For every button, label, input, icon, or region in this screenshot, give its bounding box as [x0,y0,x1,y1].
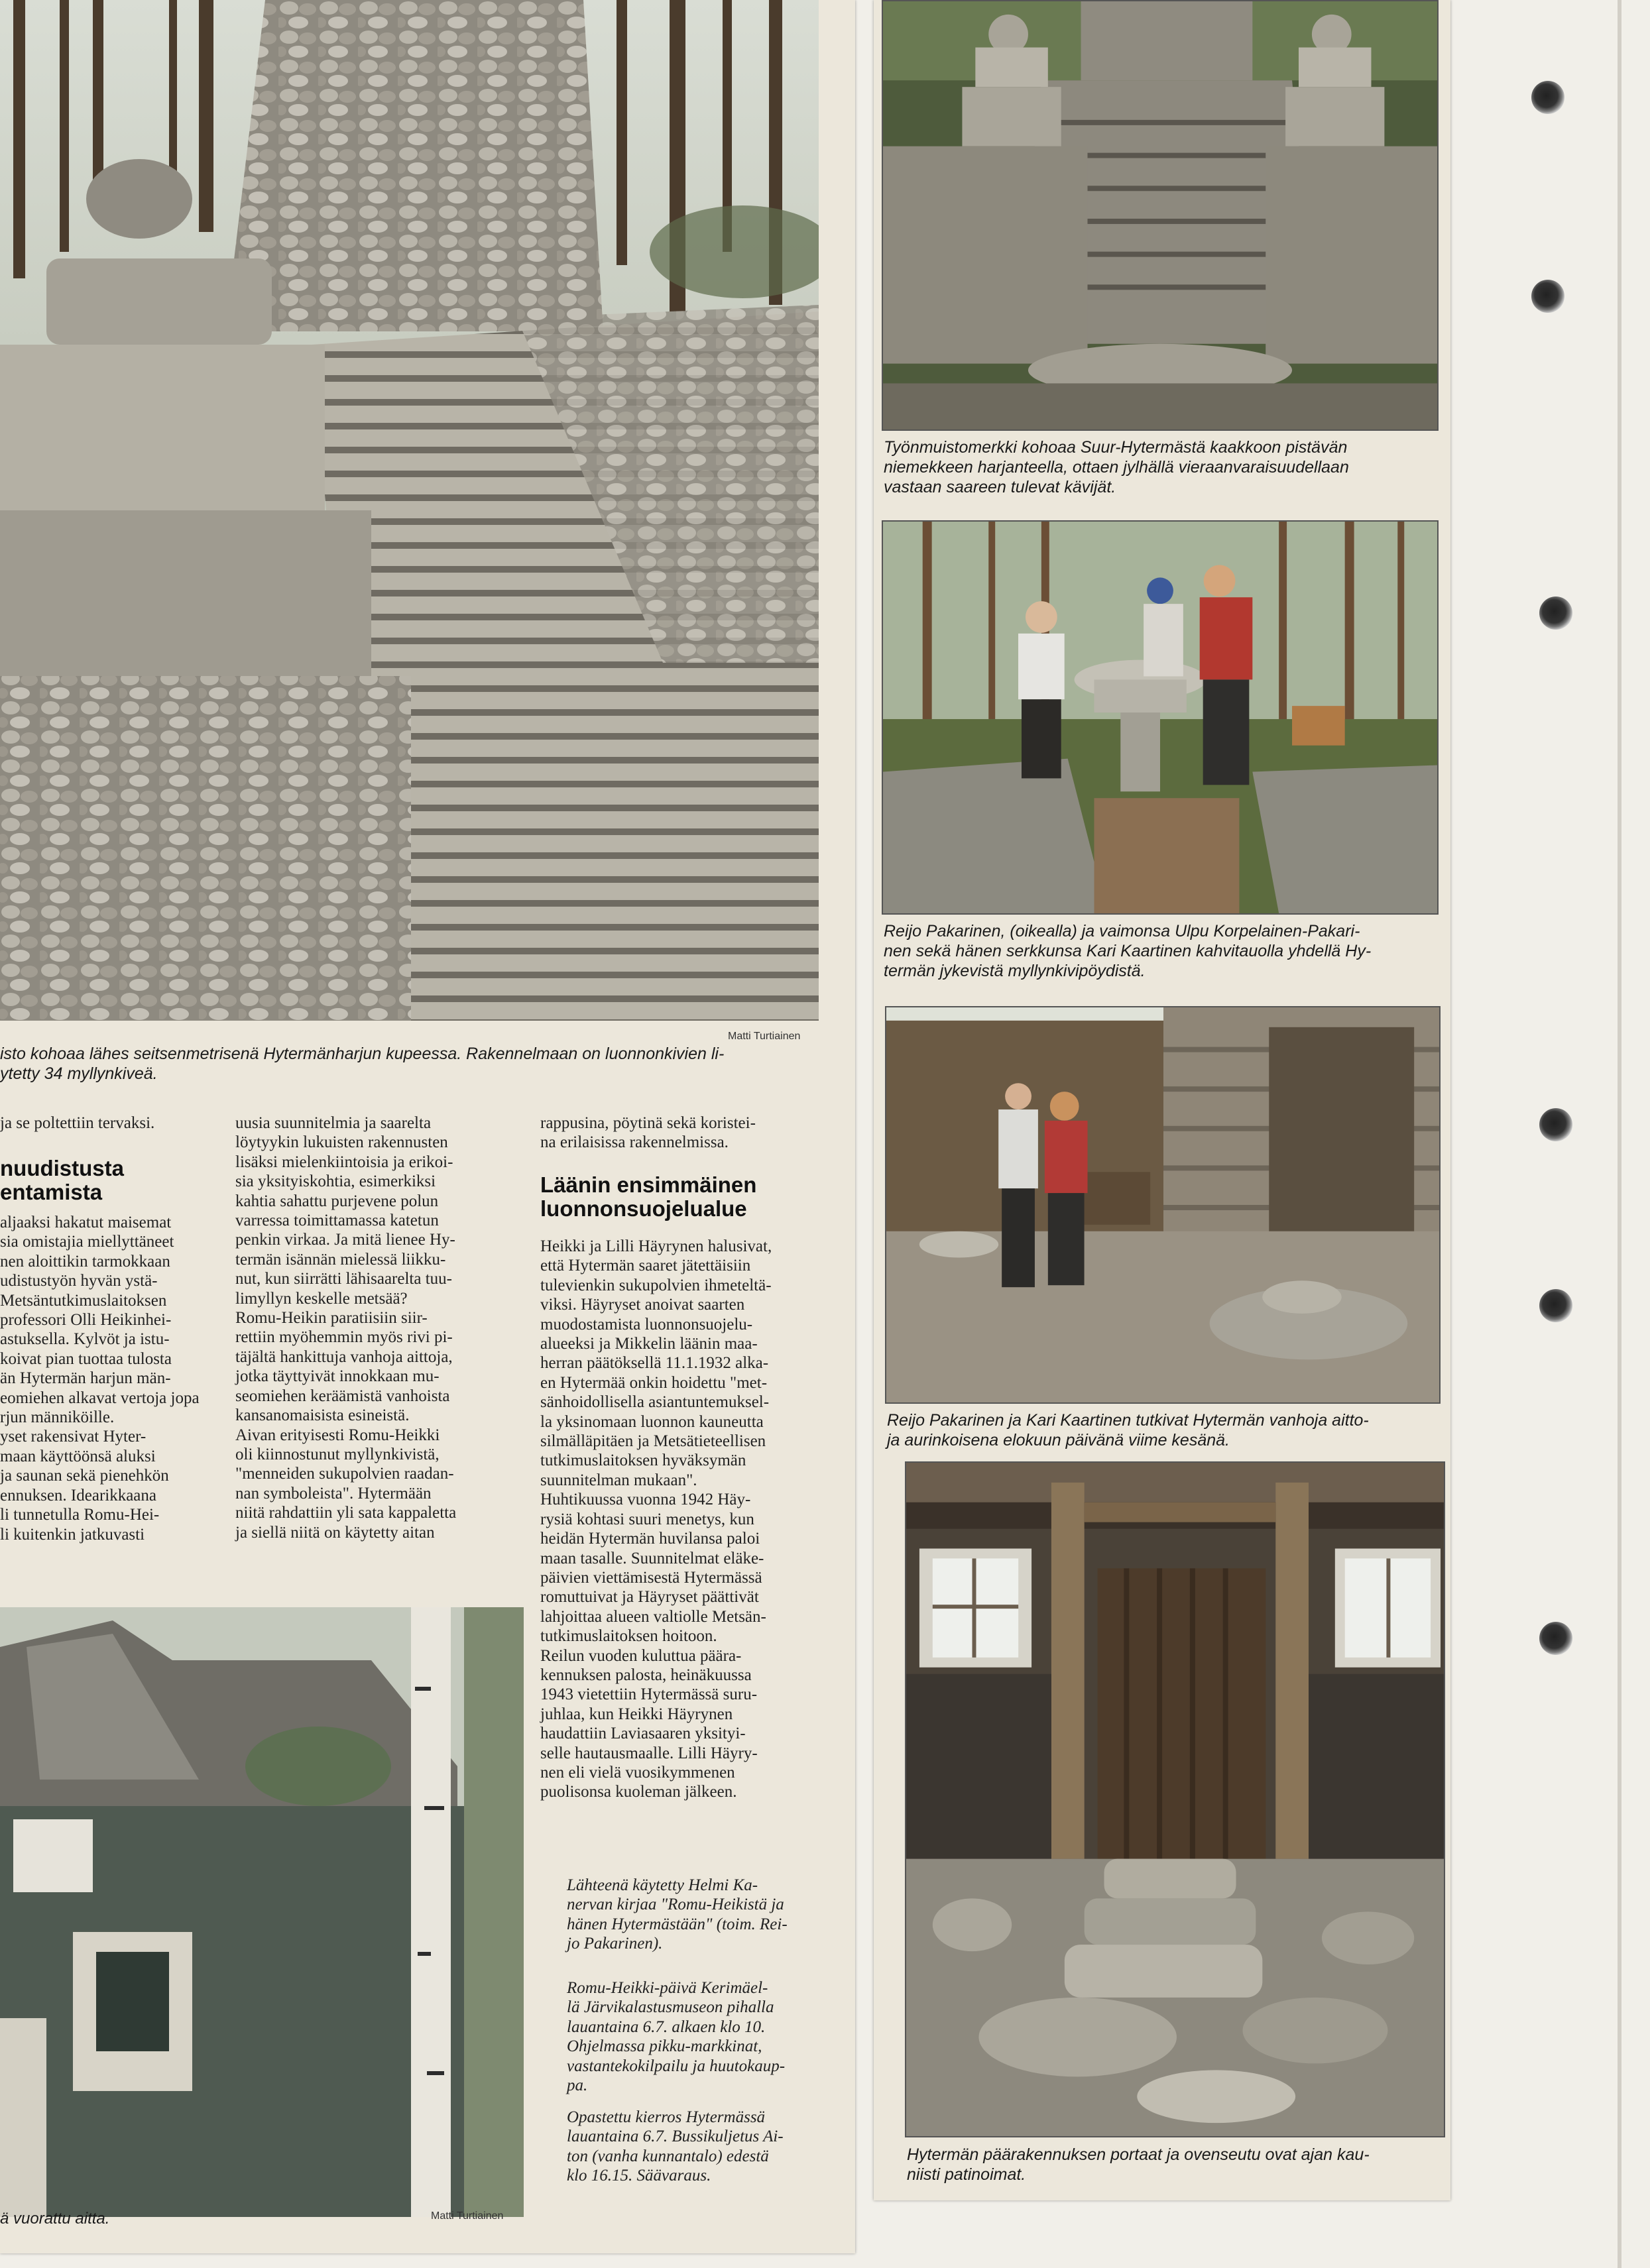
right-photo-4-main-building-door [905,1461,1445,2137]
article-col3-heading: Läänin ensimmäinen luonnonsuojelualue [540,1172,757,1221]
right-photo-1-monument-stairs [882,0,1439,431]
article-tour-note: Opastettu kierros Hytermässä lauantaina 6.7. Bussikuljetus Ai- ton (vanha kunnantalo) edestä klo 16.15. Säävaraus. [567,2108,784,2185]
article-col3-body: Heikki ja Lilli Häyrynen halusivat, että Hytermän saaret jätettäisiin tulevienkin sukupolvien ihmeteltä- viksi. Häyryset anoivat saarten muodostamista luonnonsuojelu- alueeksi ja Mikkelin läänin maa- herran päätöksellä 11.1.1932 alka- en Hytermää onkin hoidettu "met- sänhoidollisella asiantuntemuksel- la yksinomaan luonnon kauneutta silmälläpitäen ja Metsätieteellisen tutkimuslaitoksen hyväksymän suunnitelman mukaan". Huhtikuussa vuonna 1942 Häy- rysiä kohtasi suuri menetys, kun heidän Hytermän huvilansa paloi maan tasalle. Suunnitelmat eläke- päivien viettämisestä Hytermässä romuttuivat ja Häyryset päättivät lahjoittaa alueen valtiolle Metsän- tutkimuslaitoksen hoitoon. Reilun vuoden kuluttua päära- kennuksen palosta, heinäkuussa 1943 vietettiin Hytermässä suru- juhlaa, kun Heikki Häyrynen haudattiin Laviasaaren yksityi- selle hautausmaalle. Lilli Häyry- nen eli vielä vuosikymmenen puolisonsa kuoleman jälkeen. [540,1237,772,1801]
page-edge-shadow [1618,0,1621,2268]
punch-hole-1 [1531,81,1564,114]
punch-hole-4 [1539,1108,1572,1141]
article-col1-heading: nuudistusta entamista [0,1156,124,1204]
caption-right-photo-1: Työnmuistomerkki kohoaa Suur-Hytermästä kaakkoon pistävän niemekkeen harjanteella, ottaen jylhällä vieraanvaraisuudellaan vastaan saareen tulevat kävijät. [884,438,1349,496]
right-photo-3-old-granaries [885,1006,1441,1404]
punch-hole-5 [1539,1289,1572,1322]
punch-hole-6 [1539,1622,1572,1655]
article-col2-body: uusia suunnitelmia ja saarelta löytyykin lukuisten rakennusten lisäksi mielenkiintoisia ja erikoi- sia yksityiskohtia, esimerkiksi kahtia sahattu purjevene polun varressa toimittamassa katetun penkin virkaa. Ja mitä lienee Hy- termän isännän mielessä liikku- nut, kun siirrätti lähisaarelta tuu- limyllyn keskelle metsää? Romu-Heikin paratiisiin siir- rettiin myöhemmin myös rivi pi- täjältä hankittuja vanhoja aittoja, jotka täyttyivät innokkaan mu- seomiehen keräämistä vanhoista kansanomaisista esineistä. Aivan erityisesti Romu-Heikki oli kiinnostunut myllynkivistä, "menneiden sukupolvien raadan- nan symboleista". Hytermään niitä rahdattiin yli sata kappaletta ja siellä niitä on käytetty aitan [235,1114,457,1542]
article-col1-lead: ja se poltettiin tervaksi. [0,1114,155,1132]
right-photo-2-coffee-break [882,520,1439,915]
article-event-note: Romu-Heikki-päivä Kerimäel- lä Järvikalastusmuseon pihalla lauantaina 6.7. alkaen klo 10. Ohjelmassa pikku-markkinat, vastantekokilpailu ja huutokaup- pa. [567,1979,786,2095]
caption-right-photo-3: Reijo Pakarinen ja Kari Kaartinen tutkivat Hytermän vanhoja aitto- ja aurinkoisena elokuun päivänä viime kesänä. [887,1411,1369,1449]
article-col3-lead: rappusina, pöytinä sekä koristei- na erilaisissa rakennelmissa. [540,1114,756,1152]
caption-right-photo-4: Hytermän päärakennuksen portaat ja ovenseutu ovat ajan kau- niisti patinoimat. [907,2145,1370,2184]
article-col1-body: aljaaksi hakatut maisemat sia omistajia miellyttäneet nen aloittikin tarmokkaan udistustyön hyvän ystä- Metsäntutkimuslaitoksen professori Olli Heikinhei- astuksella. Kylvöt ja istu- koivat pian tuottaa tulosta än Hytermän harjun män- eomiehen alkavat vertoja jopa rjun männiköille. yset rakensivat Hyter- maan käyttöönsä aluksi ja saunan sekä pienehkön ennuksen. Idearikkaana li tunnetulla Romu-Hei- li kuitenkin jatkuvasti [0,1214,200,1544]
caption-right-photo-2: Reijo Pakarinen, (oikealla) ja vaimonsa Ulpu Korpelainen-Pakari- nen sekä hänen serkkunsa Kari Kaartinen kahvitauolla yhdellä Hy- termän jykevistä myllynkivipöydistä. [884,922,1372,980]
photo-credit-main: Matti Turtiainen [728,1031,801,1042]
punch-hole-3 [1539,596,1572,630]
photo-credit-house: Matti Turtiainen [431,2210,504,2222]
punch-hole-2 [1531,280,1564,313]
main-photo-stone-monument [0,0,819,1021]
caption-house-photo: ä vuorattu aitta. [0,2210,110,2228]
house-photo [0,1607,524,2217]
article-source-note: Lähteenä käytetty Helmi Ka- nervan kirjaa "Romu-Heikistä ja hänen Hytermästään" (toim. Rei- jo Pakarinen). [567,1876,788,1953]
caption-main-photo: isto kohoaa lähes seitsenmetrisenä Hytermänharjun kupeessa. Rakennelmaan on luonnonkivien li- ytetty 34 myllynkiveä. [0,1045,725,1083]
